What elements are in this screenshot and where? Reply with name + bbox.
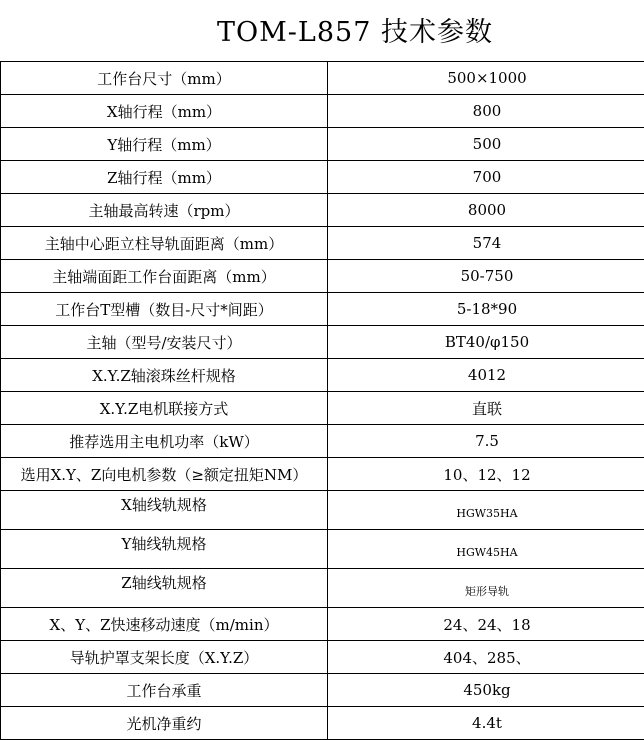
param-cell: 光机净重约 bbox=[1, 707, 328, 740]
value-cell: HGW45HA bbox=[328, 530, 644, 569]
param-cell: Y轴线轨规格 bbox=[1, 530, 328, 569]
spec-table bbox=[0, 61, 644, 740]
value-cell: 8000 bbox=[328, 194, 644, 227]
param-cell: X轴行程（mm） bbox=[1, 95, 328, 128]
value-cell: 50-750 bbox=[328, 260, 644, 293]
table-row bbox=[1, 95, 644, 128]
table-row bbox=[1, 608, 644, 641]
param-cell: 主轴端面距工作台面距离（mm） bbox=[1, 260, 328, 293]
table-row bbox=[1, 227, 644, 260]
value-cell: 574 bbox=[328, 227, 644, 260]
table-row bbox=[1, 530, 644, 569]
value-cell: 500×1000 bbox=[328, 62, 644, 95]
value-cell: 24、24、18 bbox=[328, 608, 644, 641]
value-cell: 4.4t bbox=[328, 707, 644, 740]
value-cell: 矩形导轨 bbox=[328, 569, 644, 608]
table-row bbox=[1, 392, 644, 425]
param-cell: 工作台承重 bbox=[1, 674, 328, 707]
param-cell: 工作台尺寸（mm） bbox=[1, 62, 328, 95]
param-cell: 推荐选用主电机功率（kW） bbox=[1, 425, 328, 458]
value-cell: 4012 bbox=[328, 359, 644, 392]
param-cell: 工作台T型槽（数目-尺寸*间距） bbox=[1, 293, 328, 326]
document-title: TOM-L857 技术参数 bbox=[0, 10, 644, 56]
param-cell: Z轴线轨规格 bbox=[1, 569, 328, 608]
table-row bbox=[1, 194, 644, 227]
param-cell: Z轴行程（mm） bbox=[1, 161, 328, 194]
value-cell: 404、285、 bbox=[328, 641, 644, 674]
value-cell: 5-18*90 bbox=[328, 293, 644, 326]
table-row bbox=[1, 260, 644, 293]
table-row bbox=[1, 425, 644, 458]
param-cell: Y轴行程（mm） bbox=[1, 128, 328, 161]
param-cell: 选用X.Y、Z向电机参数（≥额定扭矩NM） bbox=[1, 458, 328, 491]
table-row bbox=[1, 569, 644, 608]
table-row bbox=[1, 491, 644, 530]
value-cell: 700 bbox=[328, 161, 644, 194]
table-row bbox=[1, 128, 644, 161]
param-cell: X、Y、Z快速移动速度（m/min） bbox=[1, 608, 328, 641]
table-row bbox=[1, 674, 644, 707]
table-row bbox=[1, 293, 644, 326]
table-row bbox=[1, 359, 644, 392]
param-cell: X.Y.Z电机联接方式 bbox=[1, 392, 328, 425]
value-cell: 800 bbox=[328, 95, 644, 128]
table-row bbox=[1, 458, 644, 491]
value-cell: 直联 bbox=[328, 392, 644, 425]
table-row bbox=[1, 161, 644, 194]
param-cell: X轴线轨规格 bbox=[1, 491, 328, 530]
table-row bbox=[1, 641, 644, 674]
value-cell: HGW35HA bbox=[328, 491, 644, 530]
param-cell: 主轴最高转速（rpm） bbox=[1, 194, 328, 227]
value-cell: 500 bbox=[328, 128, 644, 161]
value-cell: 10、12、12 bbox=[328, 458, 644, 491]
param-cell: 主轴（型号/安装尺寸） bbox=[1, 326, 328, 359]
table-row bbox=[1, 707, 644, 740]
table-row bbox=[1, 326, 644, 359]
value-cell: 450kg bbox=[328, 674, 644, 707]
table-row bbox=[1, 62, 644, 95]
param-cell: X.Y.Z轴滚珠丝杆规格 bbox=[1, 359, 328, 392]
param-cell: 主轴中心距立柱导轨面距离（mm） bbox=[1, 227, 328, 260]
value-cell: BT40/φ150 bbox=[328, 326, 644, 359]
param-cell: 导轨护罩支架长度（X.Y.Z） bbox=[1, 641, 328, 674]
value-cell: 7.5 bbox=[328, 425, 644, 458]
